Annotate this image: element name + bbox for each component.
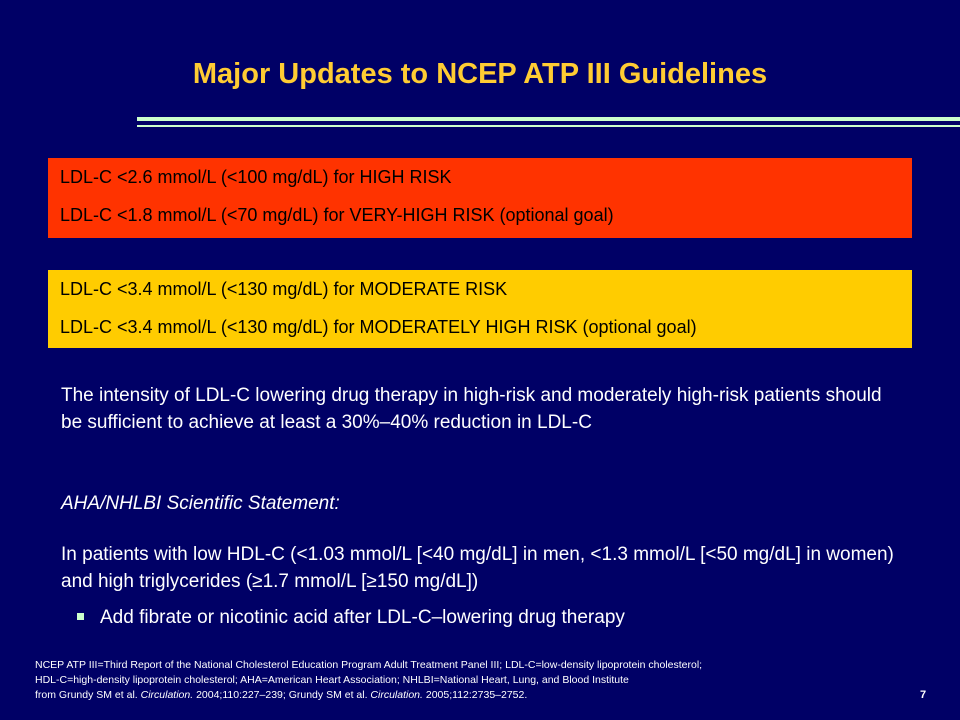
intensity-paragraph: The intensity of LDL-C lowering drug therapy in high-risk and moderately high-risk patients should be sufficient to achieve at least a 30%–40% reduction in LDL-C — [61, 385, 882, 433]
footnote-line: HDL-C=high-density lipoprotein cholesterol; AHA=American Heart Association; NHLBI=National Heart, Lung, and Blood Institute — [35, 674, 629, 686]
moderate-risk-goals-box — [48, 270, 912, 348]
very-high-risk-goal: LDL-C <1.8 mmol/L (<70 mg/dL) for VERY-HIGH RISK (optional goal) — [60, 205, 614, 225]
title-rule-thin — [137, 125, 960, 127]
footnote-citation — [35, 688, 895, 703]
square-bullet-icon — [77, 613, 84, 620]
citation-text: from Grundy SM et al. — [35, 689, 141, 701]
journal-name: Circulation. — [140, 689, 194, 701]
moderate-risk-goal: LDL-C <3.4 mmol/L (<130 mg/dL) for MODERATE RISK — [60, 279, 508, 299]
citation-text: 2005;112:2735–2752. — [422, 689, 528, 701]
slide-title: Major Updates to NCEP ATP III Guidelines — [192, 58, 768, 90]
moderately-high-risk-goal: LDL-C <3.4 mmol/L (<130 mg/dL) for MODERATELY HIGH RISK (optional goal) — [60, 317, 697, 337]
high-risk-goal: LDL-C <2.6 mmol/L (<100 mg/dL) for HIGH RISK — [60, 167, 452, 187]
bullet-item — [77, 604, 625, 631]
footnote — [35, 658, 895, 703]
footnote-line: NCEP ATP III=Third Report of the National Cholesterol Education Program Adult Treatment Panel III; LDL-C=low-density lipoprotein cholesterol; — [35, 659, 703, 671]
high-risk-goals-box — [48, 158, 912, 238]
statement-heading: AHA/NHLBI Scientific Statement: — [61, 493, 340, 514]
citation-text: 2004;110:227–239; Grundy SM et al. — [193, 689, 371, 701]
journal-name: Circulation. — [370, 689, 423, 701]
title-rule-thick — [137, 117, 960, 121]
page-number: 7 — [920, 689, 927, 701]
hdl-paragraph: In patients with low HDL-C (<1.03 mmol/L [<40 mg/dL] in men, <1.3 mmol/L [<50 mg/dL] in women) and high triglycerides (≥1.7 mmol/L [≥150 mg/dL]) — [61, 544, 894, 592]
bullet-text: Add fibrate or nicotinic acid after LDL-C–lowering drug therapy — [100, 607, 625, 628]
